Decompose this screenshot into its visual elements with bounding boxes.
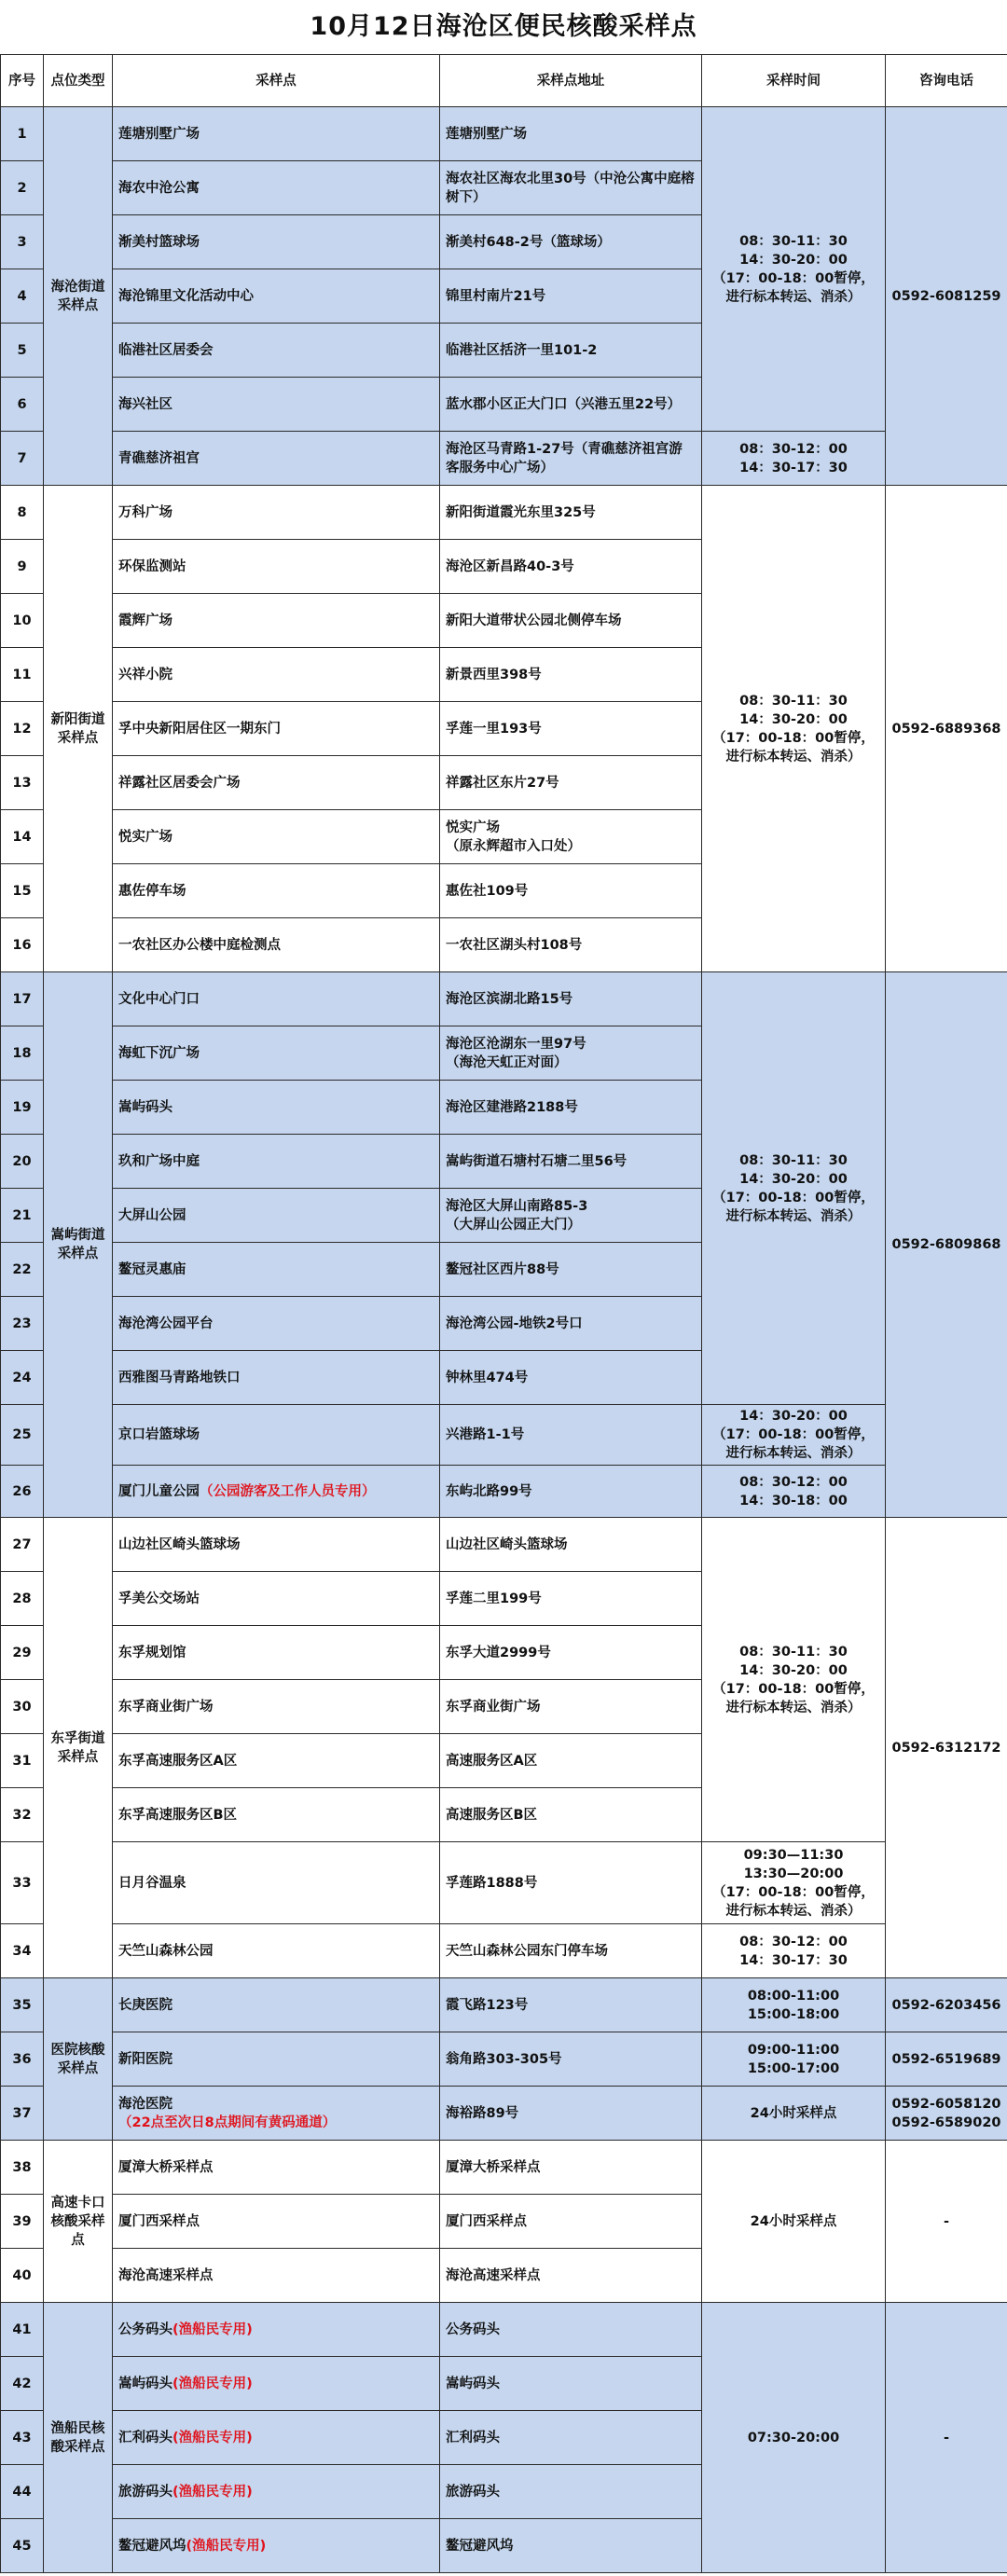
site-name-cell	[113, 107, 440, 161]
site-name: 玖和广场中庭	[118, 1153, 200, 1169]
contact-phone: 0592-6081259	[886, 107, 1007, 486]
row-number: 10	[1, 594, 44, 648]
site-name-cell	[113, 432, 440, 486]
site-name: 京口岩篮球场	[118, 1427, 200, 1442]
site-note: (渔船民专用)	[186, 2538, 267, 2554]
site-name-cell	[113, 648, 440, 702]
site-name: 东孚高速服务区A区	[118, 1753, 238, 1769]
site-name: 日月谷温泉	[118, 1875, 186, 1891]
site-name: 长庚医院	[118, 1997, 172, 2013]
row-number: 9	[1, 540, 44, 594]
site-name-cell	[113, 2087, 440, 2141]
row-number: 20	[1, 1135, 44, 1189]
site-address: 孚莲二里199号	[440, 1572, 702, 1626]
site-address: 汇利码头	[440, 2411, 702, 2465]
row-number: 41	[1, 2303, 44, 2357]
site-name: 环保监测站	[118, 558, 186, 574]
site-note: (渔船民专用)	[172, 2484, 253, 2500]
site-address: 嵩屿街道石塘村石塘二里56号	[440, 1135, 702, 1189]
site-name: 厦门西采样点	[118, 2213, 200, 2229]
site-name-cell	[113, 1680, 440, 1734]
site-name: 一农社区办公楼中庭检测点	[118, 937, 281, 953]
table-row	[1, 2303, 1007, 2357]
contact-phone: 0592-6809868	[886, 972, 1007, 1518]
site-name: 文化中心门口	[118, 991, 200, 1007]
site-note: （公园游客及工作人员专用）	[200, 1483, 376, 1499]
sampling-time: 08：30-12：00 14：30-18：00	[702, 1466, 886, 1518]
site-name: 渐美村篮球场	[118, 234, 200, 250]
row-number: 13	[1, 756, 44, 810]
site-name: 悦实广场	[118, 829, 172, 845]
site-address: 孚莲一里193号	[440, 702, 702, 756]
site-name-cell	[113, 1297, 440, 1351]
site-address: 祥露社区东片27号	[440, 756, 702, 810]
table-row	[1, 1842, 1007, 1924]
row-number: 36	[1, 2032, 44, 2087]
site-address: 新景西里398号	[440, 648, 702, 702]
site-address: 鳌冠避风坞	[440, 2519, 702, 2573]
site-address: 钟林里474号	[440, 1351, 702, 1405]
site-type: 医院核酸 采样点	[44, 1978, 113, 2141]
row-number: 27	[1, 1518, 44, 1572]
site-note: （22点至次日8点期间有黄码通道）	[118, 2115, 337, 2130]
site-note: (渔船民专用)	[172, 2430, 253, 2445]
row-number: 6	[1, 378, 44, 432]
row-number: 32	[1, 1788, 44, 1842]
site-address: 海沧区建港路2188号	[440, 1081, 702, 1135]
sampling-time: 24小时采样点	[702, 2141, 886, 2303]
site-name: 惠佐停车场	[118, 883, 186, 899]
site-name-cell	[113, 1081, 440, 1135]
header-site: 采样点	[113, 55, 440, 107]
site-address: 鳌冠社区西片88号	[440, 1243, 702, 1297]
sampling-time: 08：30-11：30 14：30-20：00 （17：00-18：00暂停， 进行标本转运、消杀）	[702, 486, 886, 972]
contact-phone: -	[886, 2303, 1007, 2573]
site-name-cell	[113, 594, 440, 648]
table-body	[1, 107, 1007, 2573]
row-number: 19	[1, 1081, 44, 1135]
site-name: 新阳医院	[118, 2051, 172, 2067]
row-number: 26	[1, 1466, 44, 1518]
site-address: 海沧区沧湖东一里97号 （海沧天虹正对面）	[440, 1026, 702, 1081]
site-note: (渔船民专用)	[172, 2376, 253, 2391]
table-row	[1, 432, 1007, 486]
site-address: 海沧区大屏山南路85-3 （大屏山公园正大门）	[440, 1189, 702, 1243]
table-row	[1, 972, 1007, 1026]
site-name: 厦漳大桥采样点	[118, 2159, 214, 2175]
header-address: 采样点地址	[440, 55, 702, 107]
site-name-cell	[113, 1243, 440, 1297]
site-name-cell	[113, 1924, 440, 1978]
site-name: 汇利码头	[118, 2430, 172, 2445]
site-type: 高速卡口 核酸采样 点	[44, 2141, 113, 2303]
sampling-time: 07:30-20:00	[702, 2303, 886, 2573]
site-name: 海沧锦里文化活动中心	[118, 288, 254, 304]
site-name-cell	[113, 1189, 440, 1243]
sampling-table	[0, 54, 1007, 2573]
site-name-cell	[113, 1572, 440, 1626]
contact-phone: 0592-6889368	[886, 486, 1007, 972]
site-name: 青礁慈济祖宫	[118, 450, 200, 466]
site-name-cell	[113, 1626, 440, 1680]
site-name: 公务码头	[118, 2321, 172, 2337]
site-name: 海兴社区	[118, 396, 172, 412]
row-number: 38	[1, 2141, 44, 2195]
site-address: 悦实广场 （原永辉超市入口处）	[440, 810, 702, 864]
row-number: 45	[1, 2519, 44, 2573]
site-name-cell	[113, 1518, 440, 1572]
row-number: 40	[1, 2249, 44, 2303]
row-number: 23	[1, 1297, 44, 1351]
site-name: 东孚高速服务区B区	[118, 1807, 238, 1823]
site-address: 莲塘别墅广场	[440, 107, 702, 161]
site-address: 锦里村南片21号	[440, 269, 702, 324]
row-number: 25	[1, 1405, 44, 1466]
site-note: (渔船民专用)	[172, 2321, 253, 2337]
site-name-cell	[113, 215, 440, 269]
table-row	[1, 1924, 1007, 1978]
contact-phone: 0592-6519689	[886, 2032, 1007, 2087]
site-address: 海沧高速采样点	[440, 2249, 702, 2303]
site-address: 海沧区马青路1-27号（青礁慈济祖宫游客服务中心广场）	[440, 432, 702, 486]
sampling-time: 09:30—11:30 13:30—20:00 （17：00-18：00暂停， 进行标本转运、消杀）	[702, 1842, 886, 1924]
site-address: 高速服务区B区	[440, 1788, 702, 1842]
site-address: 渐美村648-2号（篮球场）	[440, 215, 702, 269]
site-name: 万科广场	[118, 504, 172, 520]
site-name-cell	[113, 161, 440, 215]
row-number: 16	[1, 918, 44, 972]
row-number: 11	[1, 648, 44, 702]
site-name-cell	[113, 2519, 440, 2573]
site-name-cell	[113, 269, 440, 324]
contact-phone: -	[886, 2141, 1007, 2303]
row-number: 17	[1, 972, 44, 1026]
header-type: 点位类型	[44, 55, 113, 107]
site-address: 兴港路1-1号	[440, 1405, 702, 1466]
row-number: 33	[1, 1842, 44, 1924]
site-name-cell	[113, 756, 440, 810]
row-number: 42	[1, 2357, 44, 2411]
site-address: 天竺山森林公园东门停车场	[440, 1924, 702, 1978]
row-number: 7	[1, 432, 44, 486]
site-address: 东屿北路99号	[440, 1466, 702, 1518]
row-number: 12	[1, 702, 44, 756]
table-row	[1, 1466, 1007, 1518]
site-name: 霞辉广场	[118, 613, 172, 628]
site-address: 海沧湾公园-地铁2号口	[440, 1297, 702, 1351]
site-name-cell	[113, 1734, 440, 1788]
site-name: 海沧高速采样点	[118, 2267, 214, 2283]
site-name: 祥露社区居委会广场	[118, 775, 241, 791]
row-number: 21	[1, 1189, 44, 1243]
site-address: 高速服务区A区	[440, 1734, 702, 1788]
site-name-cell	[113, 2465, 440, 2519]
table-row	[1, 2087, 1007, 2141]
site-name: 海农中沧公寓	[118, 180, 200, 196]
site-name: 东孚商业街广场	[118, 1699, 214, 1715]
site-address: 孚莲路1888号	[440, 1842, 702, 1924]
site-name-cell	[113, 810, 440, 864]
site-name: 莲塘别墅广场	[118, 126, 200, 142]
site-address: 厦漳大桥采样点	[440, 2141, 702, 2195]
row-number: 5	[1, 324, 44, 378]
row-number: 35	[1, 1978, 44, 2032]
site-name: 兴祥小院	[118, 667, 172, 682]
row-number: 4	[1, 269, 44, 324]
site-address: 新阳街道霞光东里325号	[440, 486, 702, 540]
site-name-cell	[113, 1135, 440, 1189]
site-name-cell	[113, 1026, 440, 1081]
site-name-cell	[113, 1466, 440, 1518]
table-row	[1, 1518, 1007, 1572]
site-name-cell	[113, 540, 440, 594]
site-name: 山边社区崎头篮球场	[118, 1536, 241, 1552]
site-name: 东孚规划馆	[118, 1645, 186, 1660]
sampling-time: 08：30-11：30 14：30-20：00 （17：00-18：00暂停， 进行标本转运、消杀）	[702, 1518, 886, 1842]
sampling-time: 08：30-12：00 14：30-17：30	[702, 1924, 886, 1978]
row-number: 31	[1, 1734, 44, 1788]
header-row	[1, 55, 1007, 107]
site-address: 临港社区括济一里101-2	[440, 324, 702, 378]
site-name: 西雅图马青路地铁口	[118, 1370, 241, 1385]
site-name: 海沧医院	[118, 2096, 172, 2112]
row-number: 44	[1, 2465, 44, 2519]
site-name-cell	[113, 1788, 440, 1842]
site-name: 大屏山公园	[118, 1207, 186, 1223]
site-name: 海沧湾公园平台	[118, 1316, 214, 1331]
site-type: 新阳街道 采样点	[44, 486, 113, 972]
table-row	[1, 107, 1007, 161]
row-number: 34	[1, 1924, 44, 1978]
row-number: 22	[1, 1243, 44, 1297]
site-name-cell	[113, 918, 440, 972]
site-name-cell	[113, 702, 440, 756]
site-address: 霞飞路123号	[440, 1978, 702, 2032]
header-no: 序号	[1, 55, 44, 107]
site-name-cell	[113, 864, 440, 918]
site-address: 新阳大道带状公园北侧停车场	[440, 594, 702, 648]
site-name-cell	[113, 1842, 440, 1924]
row-number: 14	[1, 810, 44, 864]
site-name-cell	[113, 2032, 440, 2087]
site-name: 海虹下沉广场	[118, 1045, 200, 1061]
site-name-cell	[113, 1351, 440, 1405]
site-address: 一农社区湖头村108号	[440, 918, 702, 972]
header-phone: 咨询电话	[886, 55, 1007, 107]
sampling-time: 08：30-11：30 14：30-20：00 （17：00-18：00暂停， 进行标本转运、消杀）	[702, 107, 886, 432]
row-number: 2	[1, 161, 44, 215]
site-name: 孚中央新阳居住区一期东门	[118, 721, 281, 737]
page-title: 10月12日海沧区便民核酸采样点	[310, 12, 697, 41]
site-type: 东孚街道 采样点	[44, 1518, 113, 1978]
table-row	[1, 2141, 1007, 2195]
site-name-cell	[113, 972, 440, 1026]
contact-phone: 0592-6058120 0592-6589020	[886, 2087, 1007, 2141]
header-time: 采样时间	[702, 55, 886, 107]
site-name-cell	[113, 378, 440, 432]
row-number: 24	[1, 1351, 44, 1405]
row-number: 3	[1, 215, 44, 269]
site-address: 东孚商业街广场	[440, 1680, 702, 1734]
site-name-cell	[113, 2303, 440, 2357]
site-name: 嵩屿码头	[118, 2376, 172, 2391]
row-number: 43	[1, 2411, 44, 2465]
site-address: 厦门西采样点	[440, 2195, 702, 2249]
site-address: 东孚大道2999号	[440, 1626, 702, 1680]
site-name: 嵩屿码头	[118, 1099, 172, 1115]
sampling-time: 09:00-11:00 15:00-17:00	[702, 2032, 886, 2087]
site-name-cell	[113, 2249, 440, 2303]
sampling-time: 08：30-11：30 14：30-20：00 （17：00-18：00暂停， 进行标本转运、消杀）	[702, 972, 886, 1405]
site-name-cell	[113, 486, 440, 540]
row-number: 29	[1, 1626, 44, 1680]
site-address: 蓝水郡小区正大门口（兴港五里22号）	[440, 378, 702, 432]
site-name-cell	[113, 1978, 440, 2032]
site-name-cell	[113, 2141, 440, 2195]
row-number: 28	[1, 1572, 44, 1626]
site-name-cell	[113, 1405, 440, 1466]
site-name-cell	[113, 2411, 440, 2465]
contact-phone: 0592-6312172	[886, 1518, 1007, 1978]
site-name-cell	[113, 324, 440, 378]
site-name-cell	[113, 2357, 440, 2411]
row-number: 1	[1, 107, 44, 161]
site-type: 渔船民核 酸采样点	[44, 2303, 113, 2573]
row-number: 37	[1, 2087, 44, 2141]
site-type: 嵩屿街道 采样点	[44, 972, 113, 1518]
site-name-cell	[113, 2195, 440, 2249]
site-address: 惠佐社109号	[440, 864, 702, 918]
site-address: 翁角路303-305号	[440, 2032, 702, 2087]
contact-phone: 0592-6203456	[886, 1978, 1007, 2032]
site-type: 海沧街道 采样点	[44, 107, 113, 486]
site-name: 天竺山森林公园	[118, 1943, 214, 1959]
site-address: 嵩屿码头	[440, 2357, 702, 2411]
sampling-time: 14：30-20：00 （17：00-18：00暂停， 进行标本转运、消杀）	[702, 1405, 886, 1466]
site-name: 孚美公交场站	[118, 1591, 200, 1606]
row-number: 39	[1, 2195, 44, 2249]
table-row	[1, 1978, 1007, 2032]
sampling-time: 24小时采样点	[702, 2087, 886, 2141]
site-name: 厦门儿童公园	[118, 1483, 200, 1499]
site-address: 公务码头	[440, 2303, 702, 2357]
sampling-time: 08:00-11:00 15:00-18:00	[702, 1978, 886, 2032]
row-number: 15	[1, 864, 44, 918]
site-name: 鳌冠避风坞	[118, 2538, 186, 2554]
site-name: 旅游码头	[118, 2484, 172, 2500]
row-number: 30	[1, 1680, 44, 1734]
site-address: 海农社区海农北里30号（中沧公寓中庭榕树下）	[440, 161, 702, 215]
row-number: 18	[1, 1026, 44, 1081]
row-number: 8	[1, 486, 44, 540]
table-row	[1, 2032, 1007, 2087]
site-name: 鳌冠灵惠庙	[118, 1261, 186, 1277]
site-address: 海沧区滨湖北路15号	[440, 972, 702, 1026]
site-name: 临港社区居委会	[118, 342, 214, 358]
site-address: 海裕路89号	[440, 2087, 702, 2141]
site-address: 山边社区崎头篮球场	[440, 1518, 702, 1572]
site-address: 海沧区新昌路40-3号	[440, 540, 702, 594]
table-row	[1, 1405, 1007, 1466]
site-address: 旅游码头	[440, 2465, 702, 2519]
sampling-time: 08：30-12：00 14：30-17：30	[702, 432, 886, 486]
table-row	[1, 486, 1007, 540]
